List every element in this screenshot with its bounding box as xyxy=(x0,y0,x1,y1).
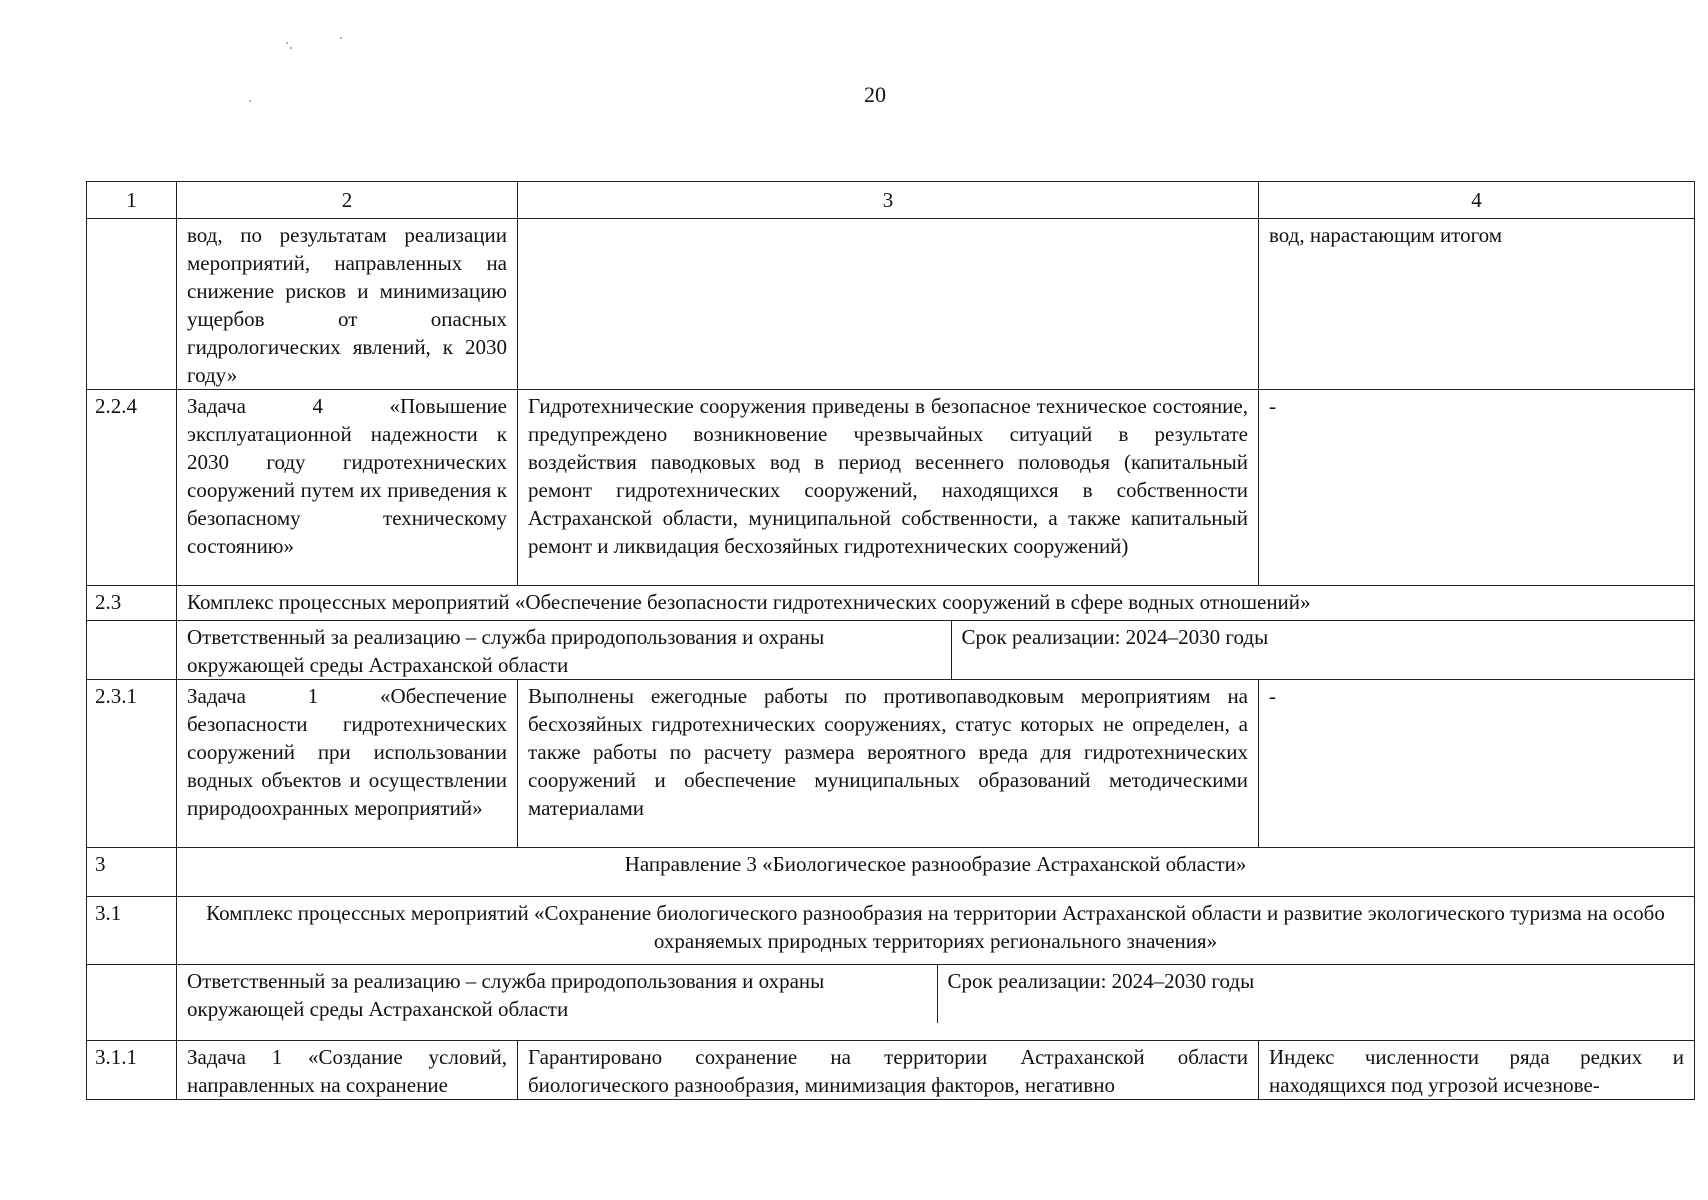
row-number: 2.3.1 xyxy=(87,680,177,848)
measures-table xyxy=(86,181,1695,1100)
indicator-cell: - xyxy=(1259,680,1695,848)
row-number xyxy=(87,965,177,1041)
result-cell: Гарантировано сохранение на территории Астраханской области биологического разнообразия, минимизация факторов, негативно xyxy=(518,1041,1259,1100)
result-cell: Выполнены ежегодные работы по противопаводковым мероприятиям на бесхозяйных гидротехнических сооружениях, статус которых не определен, а также работы по расчету размера вероятного вреда для гидротехнических сооружений и обеспечение муниципальных образований методическими материалами xyxy=(518,680,1259,848)
page-number: 20 xyxy=(864,82,886,107)
row-number: 2.2.4 xyxy=(87,390,177,586)
table-row xyxy=(87,897,1695,965)
row-number xyxy=(87,219,177,390)
table-row xyxy=(87,965,1695,1041)
row-number: 3.1 xyxy=(87,897,177,965)
direction-title: Направление 3 «Биологическое разнообразие Астраханской области» xyxy=(177,848,1695,897)
indicator-cell: - xyxy=(1259,390,1695,586)
column-header-4: 4 xyxy=(1259,182,1695,219)
row-number: 2.3 xyxy=(87,586,177,621)
responsible-cell: Ответственный за реализацию – служба природопользования и охраны окружающей среды Астраханской области xyxy=(187,625,825,677)
scan-speck xyxy=(340,37,342,39)
result-cell: Гидротехнические сооружения приведены в безопасное техническое состояние, предупреждено возникновение чрезвычайных ситуаций в результате воздействия паводковых вод в период весеннего половодья (капитальный ремонт гидротехнических сооружений, находящихся в собственности Астраханской области, муниципальной собственности, а также капитальный ремонт и ликвидация бесхозяйных гидротехнических сооружений) xyxy=(518,390,1259,586)
table-row xyxy=(87,1041,1695,1100)
row-number: 3.1.1 xyxy=(87,1041,177,1100)
row-number: 3 xyxy=(87,848,177,897)
scan-speck xyxy=(249,100,251,102)
table-row xyxy=(87,621,1695,680)
complex-title: Комплекс процессных мероприятий «Обеспечение безопасности гидротехнических сооружений в сфере водных отношений» xyxy=(177,586,1695,621)
task-cell: Задача 1 «Обеспечение безопасности гидротехнических сооружений при использовании водных объектов и осуществлении природоохранных мероприятий» xyxy=(177,680,518,848)
table-row xyxy=(87,219,1695,390)
column-header-1: 1 xyxy=(87,182,177,219)
responsible-cell: Ответственный за реализацию – служба природопользования и охраны окружающей среды Астраханской области xyxy=(187,969,825,1021)
task-cell: Задача 1 «Создание условий, направленных на сохранение xyxy=(177,1041,518,1100)
indicator-cell: вод, нарастающим итогом xyxy=(1259,219,1695,390)
result-cell xyxy=(518,219,1259,390)
scan-speck xyxy=(286,42,288,44)
term-cell: Срок реализации: 2024–2030 годы xyxy=(937,965,1694,1023)
column-header-3: 3 xyxy=(518,182,1259,219)
row-number xyxy=(87,621,177,680)
complex-title: Комплекс процессных мероприятий «Сохранение биологического разнообразия на территории Астраханской области и развитие экологического туризма на особо охраняемых природных территориях регионального значения» xyxy=(177,897,1695,965)
table-row xyxy=(87,680,1695,848)
table-row xyxy=(87,390,1695,586)
term-cell: Срок реализации: 2024–2030 годы xyxy=(951,621,1694,679)
task-cell: Задача 4 «Повышение эксплуатационной надежности к 2030 году гидротехнических сооружений путем их приведения к безопасному техническому состоянию» xyxy=(177,390,518,586)
table-row xyxy=(87,586,1695,621)
scan-speck xyxy=(290,47,292,49)
task-cell: вод, по результатам реализации мероприятий, направленных на снижение рисков и минимизацию ущербов от опасных гидрологических явлений, к 2030 году» xyxy=(177,219,518,390)
table-header-row xyxy=(87,182,1695,219)
table-row xyxy=(87,848,1695,897)
column-header-2: 2 xyxy=(177,182,518,219)
indicator-cell: Индекс численности ряда редких и находящихся под угрозой исчезнове- xyxy=(1259,1041,1695,1100)
